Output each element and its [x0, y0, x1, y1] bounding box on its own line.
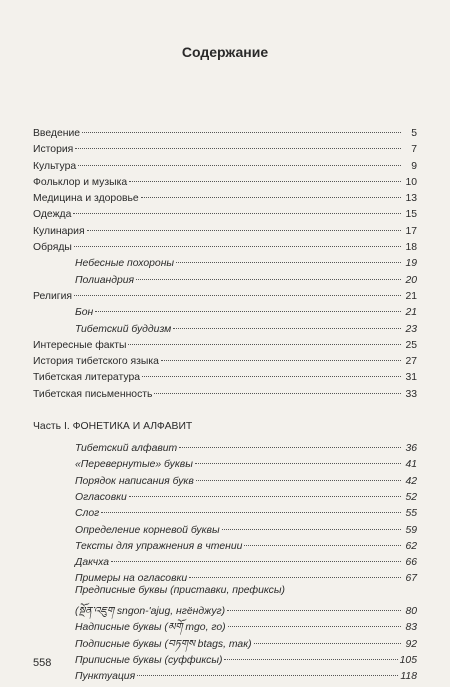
toc-subentry: Определение корневой буквы 59 [33, 518, 417, 534]
toc-subentry: Бон 21 [33, 300, 417, 316]
toc-subentry: Тибетский алфавит 36 [33, 436, 417, 452]
toc-subentry: Полиандрия 20 [33, 268, 417, 284]
toc-entry: Религия 21 [33, 284, 417, 300]
toc-entry: История тибетского языка 27 [33, 349, 417, 365]
toc-subentry: Тексты для упражнения в чтении 62 [33, 534, 417, 550]
table-of-contents [33, 121, 417, 681]
toc-subentry: Приписные буквы (суффиксы) 105 [33, 648, 417, 664]
toc-entry: Фольклор и музыка 10 [33, 170, 417, 186]
toc-entry: Одежда 15 [33, 202, 417, 218]
toc-entry: Кулинария 17 [33, 219, 417, 235]
toc-subentry: Предписные буквы (приставки, префиксы) [75, 584, 285, 596]
part-heading: Часть I. ФОНЕТИКА И АЛФАВИТ [33, 421, 193, 433]
toc-subentry: «Перевернутые» буквы 41 [33, 452, 417, 468]
toc-subentry: Дакчха 66 [33, 550, 417, 566]
toc-subentry: Надписные буквы (མགོ mgo, го) 83 [33, 615, 417, 631]
toc-entry: Тибетская письменность 33 [33, 382, 417, 398]
toc-entry: Медицина и здоровье 13 [33, 186, 417, 202]
page-number: 558 [33, 657, 52, 669]
toc-entry: История 7 [33, 137, 417, 153]
toc-subentry: Примеры на огласовки 67 [33, 566, 417, 582]
toc-entry: Введение 5 [33, 121, 417, 137]
toc-entry: Интересные факты 25 [33, 333, 417, 349]
toc-subentry: Пунктуация 118 [33, 664, 417, 680]
toc-subentry: Тибетский буддизм 23 [33, 317, 417, 333]
toc-subentry: Огласовки 52 [33, 485, 417, 501]
toc-subentry: (སྔོན་འཇུག sngon-'ajug, нгёнджуг) 80 [33, 599, 417, 615]
page-title: Содержание [181, 44, 269, 60]
toc-entry: Тибетская литература 31 [33, 365, 417, 381]
toc-subentry: Небесные похороны 19 [33, 251, 417, 267]
toc-entry: Культура 9 [33, 154, 417, 170]
toc-subentry: Слог 55 [33, 501, 417, 517]
toc-entry: Обряды 18 [33, 235, 417, 251]
toc-subentry: Порядок написания букв 42 [33, 469, 417, 485]
toc-subentry: Подписные буквы (བཏགས btags, так) 92 [33, 632, 417, 648]
